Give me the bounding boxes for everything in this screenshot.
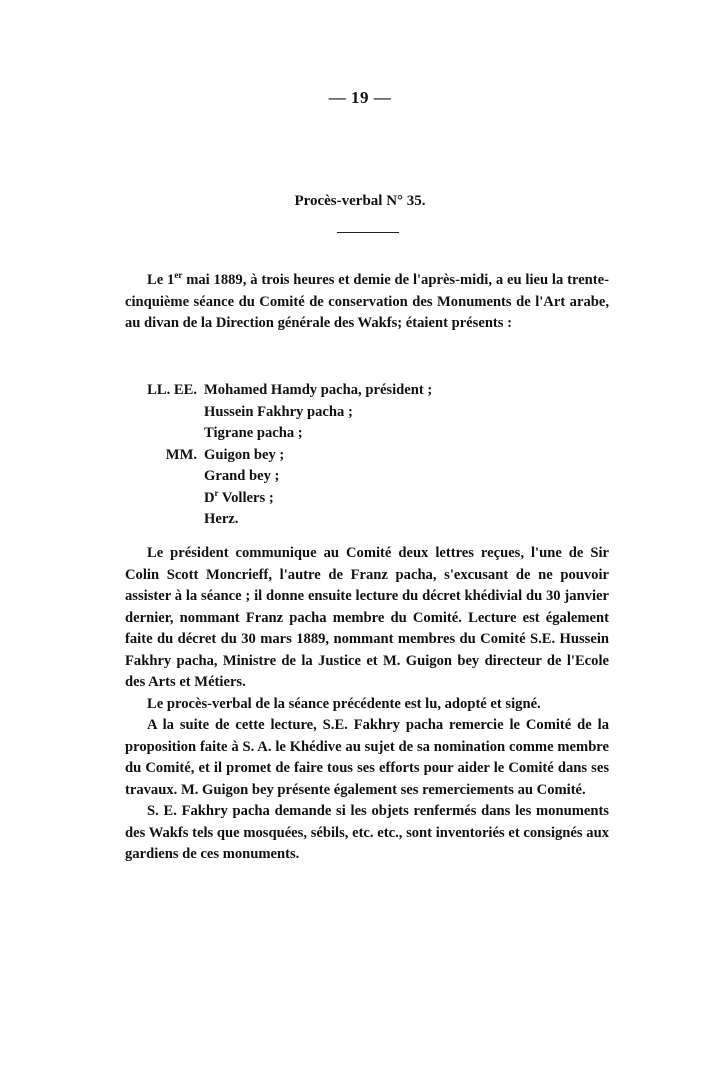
attendee-name: Mohamed Hamdy pacha, président ; <box>204 382 433 398</box>
attendee-name: Tigrane pacha ; <box>204 425 303 441</box>
attendee-row <box>125 509 609 531</box>
page-title: Procès-verbal N° 35. <box>294 193 426 209</box>
intro-paragraph <box>125 270 609 335</box>
paragraph: S. E. Fakhry pacha demande si les objets renfermés dans les monuments des Wakfs tels que mosquées, sébils, etc. etc., sont inventoriés et consignés aux gardiens de ces monuments. <box>125 803 609 862</box>
intro-text <box>125 270 609 335</box>
attendee-row <box>125 423 609 445</box>
paragraph: A la suite de cette lecture, S.E. Fakhry pacha remercie le Comité de la proposition faite à S. A. le Khédive au sujet de sa nomination comme membre du Comité, et il promet de faire tous ses efforts pour aider le Comité dans ses travaux. M. Guigon bey présente également ses remerciements au Comité. <box>125 717 609 798</box>
paragraph: Le procès-verbal de la séance précédente est lu, adopté et signé. <box>147 695 541 712</box>
attendee-name: Grand bey ; <box>204 468 280 484</box>
attendee-name-rest: Vollers ; <box>218 489 274 506</box>
intro-superscript: er <box>174 270 183 281</box>
attendee-name: Herz. <box>204 511 239 527</box>
minutes-body <box>125 543 609 866</box>
attendee-prefix: MM. <box>165 446 197 463</box>
attendee-row <box>125 380 609 402</box>
page-number: — 19 — <box>328 88 392 107</box>
intro-rest: mai 1889, à trois heures et demie de l'après-midi, a eu lieu la trente-cinquième séance du Comité de conservation des Monuments de l'Art arabe, au divan de la Direction générale des Wakfs; étaient présents : <box>125 272 609 331</box>
attendee-name: Hussein Fakhry pacha ; <box>204 403 353 420</box>
paragraph: Le président communique au Comité deux lettres reçues, l'une de Sir Colin Scott Moncrieff, l'autre de Franz pacha, s'excusant de ne pouvoir assister à la séance ; il donne ensuite lecture du décret khédivial du 30 janvier dernier, nommant Franz pacha membre du Comité. Lecture est également faite du décret du 30 mars 1889, nommant membres du Comité S.E. Hussein Fakhry pacha, Ministre de la Justice et M. Guigon bey directeur de l'Ecole des Arts et Métiers. <box>125 545 609 690</box>
attendee-list <box>125 380 609 531</box>
attendee-row <box>125 402 609 424</box>
attendee-name <box>204 488 274 510</box>
attendee-row <box>125 466 609 488</box>
title-divider <box>337 232 399 233</box>
intro-lead: Le 1 <box>147 272 175 288</box>
attendee-row <box>125 488 609 510</box>
attendee-row <box>125 445 609 467</box>
attendee-name: Guigon bey ; <box>204 446 285 463</box>
attendee-name-superscript: r <box>214 487 219 498</box>
attendee-prefix: LL. EE. <box>147 382 197 398</box>
attendee-name-lead: D <box>204 489 215 506</box>
